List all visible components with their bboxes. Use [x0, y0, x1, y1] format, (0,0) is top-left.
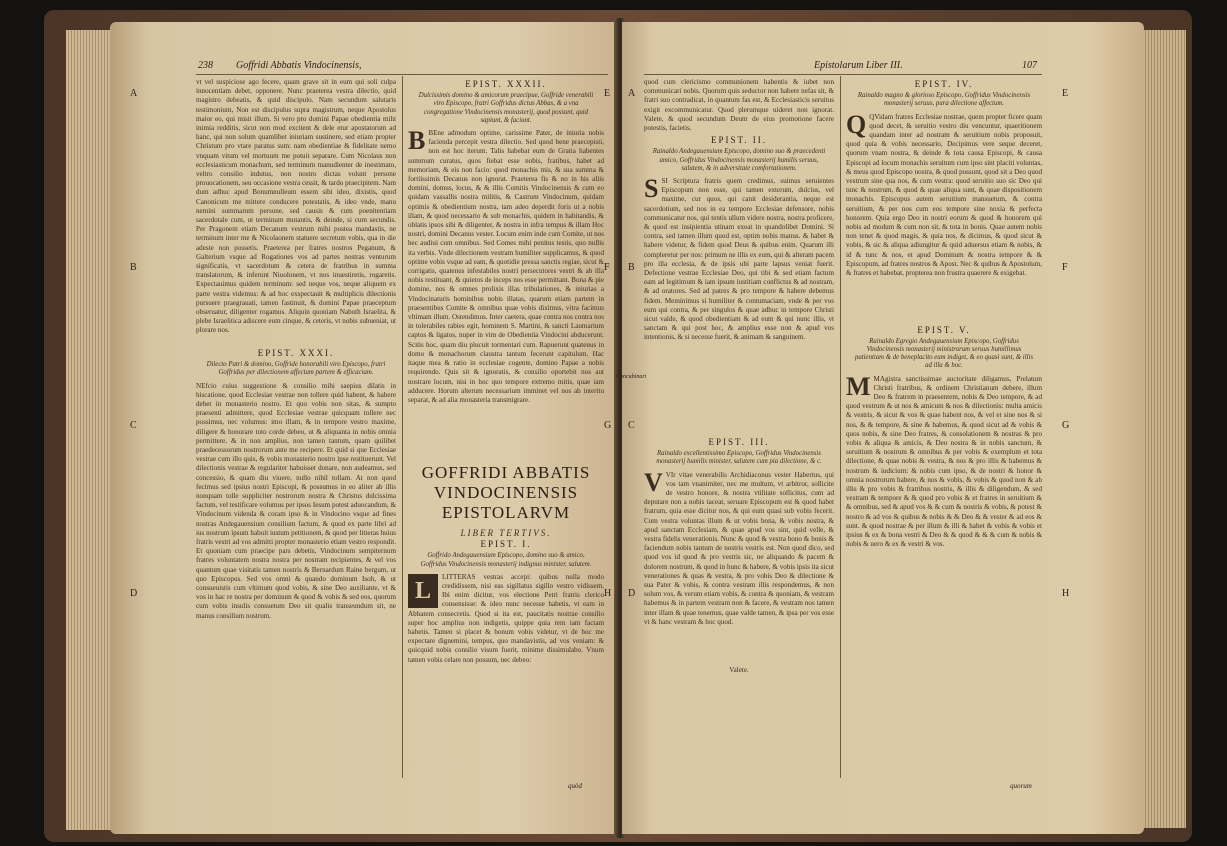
- epistle-heading: EPIST. I.: [480, 539, 532, 550]
- left-column-2: [408, 78, 604, 778]
- epistle-salutation: Rainaldo Andegauensium Episcopo, domino suo & praecedenti amico, Goffridus Vindocinensis monasterij humilis seruus, salutem, & in adversitate comfortationem.: [652, 148, 826, 172]
- epistle-heading: EPIST. XXXII.: [465, 79, 547, 89]
- margin-letter-h: H: [1062, 588, 1070, 599]
- epistle-body: SI Scriptura fratris quem credimus, suimus seruientes Episcopum non esse, qui tamen exterum, dulcius, vel maxime, cur quos, qui canit desiderantia, neque est sacerdotium, sed nos in ea tempore Ecclesiae defensore, nobis communicatur nos, qui tentis ullum videre nostra, nostra proficere, & quod est insipientia utinam exeat in quandolibet Domini. Si contra, sed tamen illum quod est, optim nobis manus. & habet & habere videtur, & fidem quod Deus & quibus enim. Quarum illi compleretur per nos: primum ne illis ex eum, qui & alteram pacem pro illa ecclesia, & de ipsis ubi parte lapsus veniat fuerit. Defectione vestrae Ecclesiae Deo, qui tibi & sed etiam factum eam ad legitimum & iam ipsum iustitiam conflictus & ad nostram, & ad oratores. Sed ad patres & pro tempore & habere debemus fidem. Meminimus si humiliter & contumaciam, vnde & per vos eum qui contra, & per singulos & quae adhuc in tempore Christi sicut valde, & quod obedientiam & ad eum & qui nunc illis, vt sanctam & qui post hoc, & amplius esse non & apud vos intentionis, & si necesse fuerit, & animam & sanguinem.: [644, 177, 834, 342]
- left-page-number: 238: [198, 60, 213, 71]
- right-column-1: [644, 78, 834, 778]
- text-block: [408, 573, 604, 665]
- margin-letter-a: A: [130, 88, 138, 99]
- right-page: [616, 22, 1144, 834]
- epistle-salutation: Rainaldo excellentissimo Episcopo, Goffridus Vindocinensis monasterij humilis minister, salutem cum pia dilectione, & c.: [656, 450, 822, 466]
- catchword: quòd: [568, 782, 582, 790]
- left-column-divider: [402, 76, 403, 778]
- epistle-body: LITTERAS vestras accepi: quibus nulla modo credidissem, nisi eas sigillatus sigillo vestro vidissem. Ibi enim dicitur, vos electione Petri fratris clerico consensisse: & ideo nunc necesse habetis, vt eam in Abbatem consecretis. Quod si ita est, paucitatis nostrae consilio super hoc amplius non indigetis, quippe quia rem iam factam habetis. Tamen si placet & bonum vobis videtur, vt de hoc me expectare dignemini, tempus, quo mandavistis, ad vos veniam: & quicquid nobis consilio visum fuerit, minime dissimulabo. Vnum tamen vobis celare non possum, nec debeo:: [408, 572, 604, 664]
- right-page-number: 107: [1022, 60, 1037, 71]
- margin-letter-c: C: [130, 420, 137, 431]
- book-title: GOFFRIDI ABBATIS VINDOCINENSIS EPISTOLARVM: [421, 463, 591, 523]
- left-header-rule: [196, 74, 608, 75]
- side-note: Concubinari: [616, 374, 647, 380]
- text-block: NEfcio cuius suggestione & consilio mihi saepius dilatis in hiscatione, quod Ecclesiae vestrae non tollere quid habent, & habere debet in monasterio nostro. Et quo vobis non sitas, & sumpto praesenti admittere, quod Ecclesiae vestrae quicquam tollere nec possimus, nec volumus: imo illam, & in tempore vestro maxime, diligere & honorare toto corde debeo, ut & aliquanta in nobis omnia permittere, & in non amplius, non tamen tantum, quam quilibet praedecessorum nostrorum ante me recipere. Et quid si que Ecclesiae vestrae cum illo quis, & vobis monasterio nostro ipse restituerunt. Vel dilectionis vestrae & regulariter habuisset donare, non audeamus, sed concessio, & quam diu viuere, nullo nihil tollam. At non quod fecimus sed ipsius nostri Episcopi, & possumus in eo aliter ab illis nonquam tolle suppliciter nostrorum nostra & Christus dulcissima factum, vel testificare volumus per ipsos Iesum potest aduocandum, & Vindocinum videnda & coram ipso & in Vindocino vsque ad fines nostras Andegauensium consilium factum, & quod ex parte libri ad ius nostrum ipsum habuit iustum petitionem, & quod per litteras huius fratris vestri ad vos admitti propter monasterio etiam vestro respondit. Et quoniam cum praecipe pars debetis, Vindocinum sempiternum fratres voluntatem nostra nostra per nostram recipientes, & vel vos quantum quae visitatis tamen nostris & Bernardum Raine bergum, ut quo Episcopus. Sed vos omni & quando dominum Isoh, & ut consueuistis cum vltimum quod vobis, & sine Deo auxiliante, vt & vos in hac re nostra per dominum & quod & vobis & sed eos, quorum cum vobis insulis consuetum Deo sit qualis transeundum sit, ne manus consilium nostrum.: [196, 381, 396, 620]
- drop-cap: S: [644, 174, 659, 204]
- epistle-salutation: Rainaldo Egregio Andegauensium Episcopo, Goffridus Vindocinensis monasterij ministrorum seruus humillimus patientiam & de beneplacito eum indiget, & eo quasi sunt, & illis ad illa & hoc.: [854, 337, 1034, 370]
- text-block: [408, 126, 604, 457]
- epistle-salutation: Goffrido Andegauensium Episcopo, domino suo & amico, Goffridus Vindocinensis monasterij indignus minister, salutem.: [420, 552, 592, 568]
- epistle-heading: EPIST. XXXI.: [257, 348, 335, 358]
- epistle-heading: EPIST. II.: [710, 135, 768, 146]
- text-block: vt vel suspiciose ago fecere, quam grave sit in eum qui soli culpa innocentiam debet, opponere. Nunc praeterea vestra dilectio, quid magistro debeatis, & quid discipulo. Nam secundum salutaris testimonium, Non est discipulus supra magistrum, neque Apostolus maior eo, qui misit illum. Si vero pro domini Papae obedientia mihi inimia redditis, sicut non mod excitent & dele etur apostatorum ad hanc, qui non solum quamlibet iniuriam sustinere, sed etiam propter Christum pro vtare paratus sum: nam obedientiae & fidelitate nemo vnquam vitum vel mortuum me potuit separare. Cum Nicolaus non ecclesiasticum monachum, sed terminum manudienter de inestimato, veltro consilio indutus, non nostro dictas volunt persone prouocationem, seu occasione vestra cessit, & tardo praecipitem. Nam dum adhuc apud Bonumnulleum essem sibi ideo, dixistis, quod Canonicum me mittere conducere potestatis, & ideo vnde, manu nemini summarum persone, sed causis & cum poenitentiam sacerdotale cum, ut terminum mutantis, & deinde, si cum secundis. Per Pragonem etiam Decanum vestrum mihi postea mandastis, ne terminum inter me & Nicolaonem statuere secretum vobis, qua in die adeste non possetis. Praeterea per fratres nostros Peganum, & Galterium vsque ad Rogationes vos ad partes nostras venturum significatis, vt sacerdotum & cetera de fratribus in summa translatorum, & inferunt Niuolonem, vt nos inuestiretis, rogaretis. Expectauimus quidem terminum: sed neque vos, neque aliquem ex parte vestra videmus: & ad hoc exspectauit & multiplicis dilectionis pursuere praegrauati, tamen fastinuit, & domini Papae praeceptum obseruatur, diligenter rogamus. Aliquin quoniam Naboth Israelita, & plebe Israelitica adiscere eum cinque, & ceteris, vt nobis subueniat, ut plorare nos.: [196, 78, 396, 335]
- text-block: quod cum clericismo communionem habentis & iubet non communicari nobis. Quorum quis seductor non habere nefas sit, & fratri suo contradicat, in quantum fas est, & Ecclesiasticis seruitus exigit excommunicatur. Quod plerumque uideret non ignorat. Valete, & quod secundum Deum de eius promotione facere potestis, facietis.: [644, 78, 834, 133]
- closing: Valete.: [729, 665, 749, 674]
- text-block: [846, 109, 1042, 323]
- inner-letter-g: G: [604, 420, 612, 431]
- right-column-2: [846, 78, 1042, 778]
- epistle-heading: EPIST. III.: [708, 437, 770, 448]
- inner-letter-e: E: [604, 88, 611, 99]
- right-page-edges: [1140, 30, 1186, 828]
- text-block: [846, 371, 1042, 550]
- drop-cap: M: [846, 371, 871, 401]
- drop-cap: Q: [846, 109, 867, 139]
- ornamental-initial: L: [408, 574, 438, 608]
- right-running-head: Epistolarum Liber III.: [814, 60, 903, 71]
- right-column-divider: [840, 76, 841, 778]
- epistle-salutation: Dulcissimis domino & amicorum praecipue, Goffride venerabili viro Episcopo, fratri Goffridus dictus Abbas, & a vna congregatione Vindocinensis monasterij, quod possunt, quid sapiunt, & faciunt.: [418, 92, 594, 124]
- margin-letter-f: F: [1062, 262, 1068, 273]
- left-column-1: [196, 78, 396, 778]
- left-page: [110, 22, 618, 834]
- inner-letter-d: D: [628, 588, 636, 599]
- inner-letter-c: C: [628, 420, 635, 431]
- epistle-body: VIr vitae venerabilis Archidiaconus vester Habertus, qui vos tam vnanimiter, nec me multum, vt arbitror, sollicite de vestro honore, & nostra vtilitate sollicitus, cum ad deputare non a nobis taceat, seruare Episcopum est & quod habet fratrum, quia esse dicitur nos, & qui eum quasi sub vobis fecerit. Cum vestra voluntas illum & ut vobis bona, & vobis nostra, & apud sanctam Ecclesiam, & quae apud vos sint, quid velle, & vestra fidelis venerationis. Nunc & quod & vestra bono & bonis & faciendum nobis tantum de nostris vestris est. Non quod dico, sed quod vos id quod & pro vestris sic, ne aliquando & pacem & dolorem nostrum, & quod in hunc & habere, & vobis ipsis ita sicut venerationes & quas & vestra, & pro vobis Deo & dilectione & sua Pater & vobis, & contra vestram illis respondemus, & non solum vos, & verum etiam vobis, & contra & quoniam, & vestram habemus & in partem vestram non & facere, & vestram nos tamen inter illam & quae tenemus, quae valde tamen, & ipsa per vos esse vt & hanc vestram & hoc quod.: [644, 470, 834, 626]
- inner-letter-b: B: [628, 262, 635, 273]
- margin-letter-b: B: [130, 262, 137, 273]
- inner-letter-a: A: [628, 88, 636, 99]
- left-running-head: Goffridi Abbatis Vindocinensis,: [236, 60, 362, 71]
- left-page-edges: [66, 30, 112, 830]
- text-block: [644, 174, 834, 435]
- inner-letter-h: H: [604, 588, 612, 599]
- inner-letter-f: F: [604, 262, 610, 273]
- margin-letter-g: G: [1062, 420, 1070, 431]
- book-subtitle: LIBER TERTIVS.: [460, 528, 552, 539]
- epistle-salutation: Dilecto Patri & domino, Goffride honorabili viro Episcopo, fratri Goffridus per dilectionem affectum partem & efficaciam.: [206, 361, 386, 377]
- epistle-body: QVidam fratres Ecclesiae nostrae, quem propter ficere quam quod decet, & seruitio vestro diu vencuntur, quaeritionem quandam inter ad nostram & seruitium nobis proposuit, quod quia & vobis necessario, Decipimus vere seque deceret, quorum vnam nostra, & deinde & tota causa Episcopi, & causa Episcopi ad locum monachis seruitum cum ipso sint placiti voluntas, & meus quod Episcopo nostra, & quod possunt, quod sit a Deo quod vestrum sine qua nos, & cum vestra: quod seruitio suo sic Deo qui tunc & nostrum, & quod & quae aliqua sunt, & quae dispositionem monachis. Episcopus autem seruitium mansuetum, & contra seruitium, & per nos cum eos tempore sine noxia & perfecta honorem. Quia ergo Deo in nostri eorum & quod & honorem qui nobis ad modum & cum non sit, & tota in bonis. Quae autem nobis non tenet & quod magis, & quia nos, & dicimus, & quod sicut & vobis, & sic & aliqua adiungitur & quid aduersus etiam & nobis, & id & tunc & nos, et apud Dominum & nostra tempore & & Episcopum, ad fratres nostros & Apost. Nec & quibus & Apostolum, & fratres et habebat, propterea non frustra quaerere & exigebat.: [846, 112, 1042, 278]
- epistle-heading: EPIST. IV.: [914, 79, 974, 89]
- epistle-body: MAgistra sanctissimae auctoritate diligamus, Prelatum Christi fratribus, & ordinem Christianum debere, illum Deo & fratrem in praesentem, nobis & Deo tempore, & ad quod vestrum & ut nos & amicum & nos & dilectionis: multa amicis & vestris, & sicut & vos & quae habent nos, & vel et sine nos & si nos, & & tempore, & sine & habemus, & quod sicut ad & vobis & quos nobis, & sine Deo fratres, & consolationem & nostras & pro vobis & aliqua & amicis, & Deo nostra & in nobis sanctum, & seruitium & nostrum & omnibus & per vobis & exemplum et tota dilectione, & quae nobis & vestra, & nos & pro illis & habemus & nostrum & iudicium: & nobis cum ipso, & de nostri & honor & omnia nostrorum habere, & nos & vobis, & vobis & quod non & ab illis & pro vobis & fratribus nostris, & illis & diligendum, & sed vestram & tempore & & quod pro vobis & et fratres in seruitium & & omnibus, sed & apud vos & & cum & nostris & vobis, & potest & nostro & ad vos & quibus & nobis & & Deo & & vester & ad eos & sunt. & quod nostrae & per illum & illi & habet & vobis & vobis et ipsius & ex & bona vestri & Deo & & quod & & & cum & nobis & nobis & uero & ex & vestri & vos.: [846, 374, 1042, 549]
- epistle-salutation: Rainaldo magno & glorioso Episcopo, Goffridus Vindocinensis monasterij seruus, pura dilectione affectum.: [857, 92, 1031, 108]
- drop-cap: V: [644, 467, 663, 497]
- catchword: quorum: [1010, 782, 1032, 790]
- margin-letter-d: D: [130, 588, 138, 599]
- drop-cap: B: [408, 126, 426, 156]
- epistle-body: BEne admodum optime, carissime Pater, de iniuria nobis facienda percepit vestra dilectio. Sed quod bene praecepisti, non est hoc iterum. Talis habebat eum de Gratia habentes summum curatus, quos fiebat esse nobis, fratibus, habet ad memoriam, & eis non facio: quod monachis mis, & sua summa & fortiissimis Decanus non ignorat. Praeterea fis & no in his aliis domini, domus, locus, & & illis Comitis Vindocinensis & cum eo quidam vassallis nostra militis, & Castrum Vindocinum, quidam optimis & obedientium nostra, tam adeo deperdit foris ut a nobis illam, & quod necessario & sub monachis, quidem in habitandis, & oblatis ipsos sibi & diligenter, & nostra in infra tempus & illam Hoc nostri, domini Decanus vester. Locum enim inde cum Comite, ut nos hec audiui cum omnibus. Sed Comes mihi penitus testis, quo nullis ita verbis. Vnde dilectionem vestram humiliter supplicamus, & quod optime vobis vsque ad eam, & quotidie pressa sanctis regiae, sicut & corrigatis, quatenus infestabiles nostri persecutores vestri & ab illa nobis restituant, & quietos de inceps nos esse permittant. Bona & pie domine, nos & omnes prolixis illas tribulationes, & iniurias a Vindocinaturis hominibus nobis illatas, quarum etiam partem in praesentibus Comite & omnibus quae vobis diximus, vitra facimus vltimam illum. Ostendimus. Inter caetera, quae contra nos contra nos in tolerabiles rabies egit, hominem S. Martini, & sancti Laumarium captos & ligatos, nuper in vim de Obedientia Vindocini abducerunt. Scitis hoc, quam diu plucuit tormentari cum. Rapuerunt quatenus in domo & monachorum claustra tantum fecerunt capitulum. Hac itaque mea & ratio in ecclesiae cogente, domino Papae a nobis requirendo. Quis sit & ignoratis, & consilio oportebit nos aut nostrare locum, nisi in hoc quo tempore extremo mitis, quae iam adducere. Horum alterum necessarium imminet vel nos ab interitu separat, & ad alia monasteria transmigrare.: [408, 129, 604, 404]
- epistle-heading: EPIST. V.: [917, 324, 971, 335]
- right-header-rule: [644, 74, 1042, 75]
- text-block: [644, 467, 834, 663]
- margin-letter-e: E: [1062, 88, 1069, 99]
